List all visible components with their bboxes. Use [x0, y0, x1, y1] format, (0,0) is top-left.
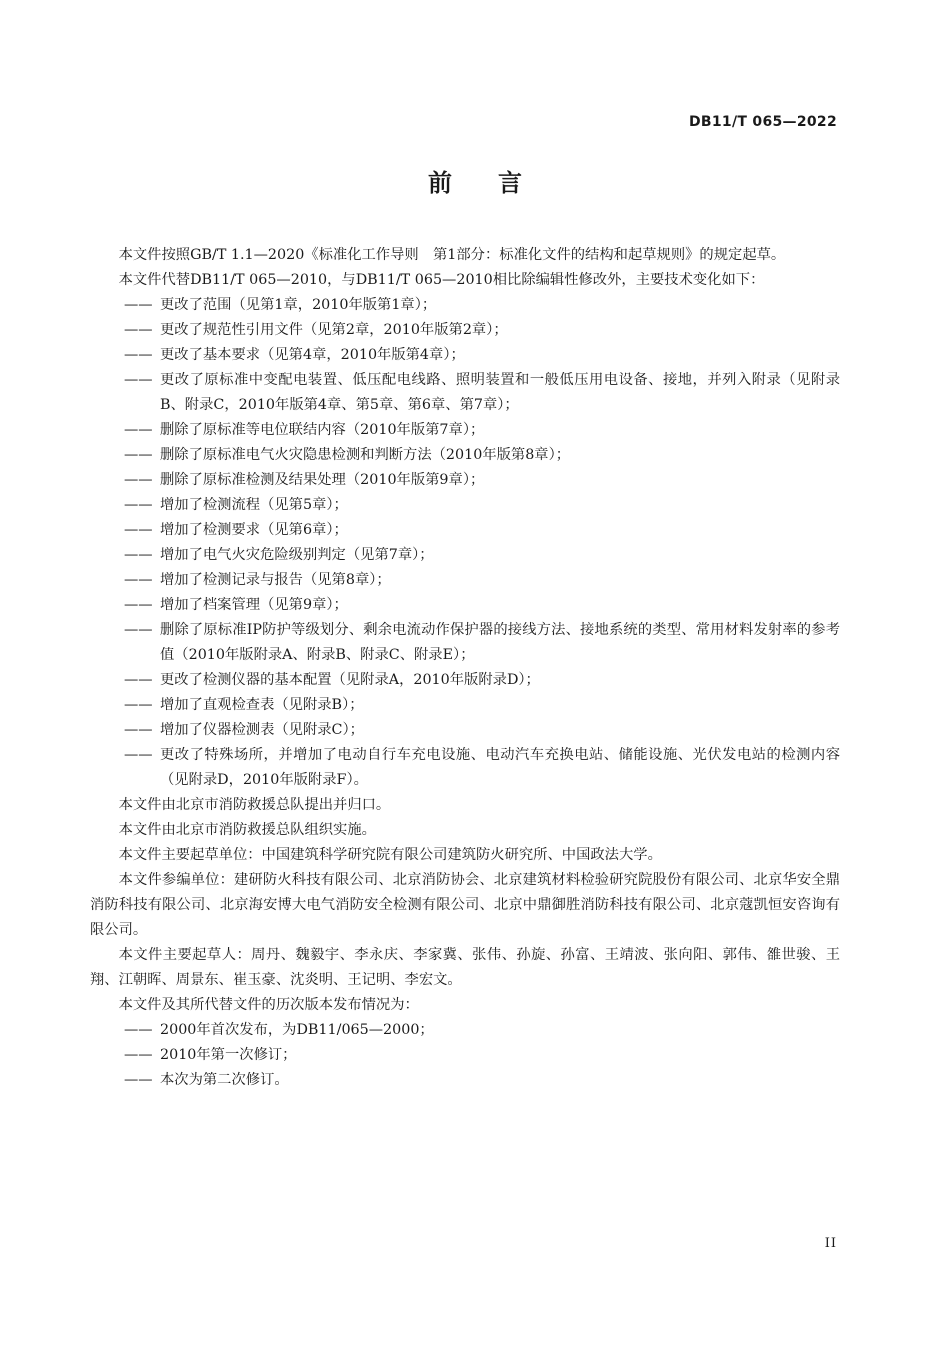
- dash-mark: ——: [124, 622, 153, 638]
- change-item: [90, 543, 840, 568]
- dash-mark: ——: [124, 472, 153, 488]
- dash-mark: ——: [124, 347, 153, 363]
- change-item: [90, 468, 840, 493]
- change-item-text: 更改了特殊场所，并增加了电动自行车充电设施、电动汽车充换电站、储能设施、光伏发电站的检测内容（见附录D，2010年版附录F）。: [160, 747, 840, 788]
- paragraph-drafting-basis: 本文件按照GB/T 1.1—2020《标准化工作导则 第1部分：标准化文件的结构和起草规则》的规定起草。: [118, 247, 786, 263]
- change-item-text: 增加了检测流程（见第5章）；: [160, 497, 348, 513]
- change-item: [90, 368, 840, 418]
- dash-mark: ——: [124, 747, 153, 763]
- change-item-text: 增加了检测记录与报告（见第8章）；: [160, 572, 391, 588]
- dash-mark: ——: [124, 497, 153, 513]
- change-item: [90, 668, 840, 693]
- dash-mark: ——: [124, 447, 153, 463]
- dash-mark: ——: [124, 672, 153, 688]
- document-body: [90, 243, 840, 1093]
- paragraph-main-drafting-units: 本文件主要起草单位：中国建筑科学研究院有限公司建筑防火研究所、中国政法大学。: [118, 847, 662, 863]
- dash-mark: ——: [124, 597, 153, 613]
- dash-mark: ——: [124, 297, 153, 313]
- change-item-text: 增加了电气火灾危险级别判定（见第7章）；: [160, 547, 434, 563]
- paragraph-version-history: 本文件及其所代替文件的历次版本发布情况为：: [118, 997, 419, 1013]
- paragraph-implementer: 本文件由北京市消防救援总队组织实施。: [118, 822, 376, 838]
- change-item-text: 更改了检测仪器的基本配置（见附录A，2010年版附录D）；: [160, 672, 540, 688]
- dash-mark: ——: [124, 322, 153, 338]
- change-item: [90, 568, 840, 593]
- change-item: [90, 743, 840, 793]
- paragraph-main-drafters: 本文件主要起草人：周丹、魏毅宇、李永庆、李家冀、张伟、孙旋、孙富、王靖波、张向阳、郭伟、雒世骏、王翔、江朝晖、周景东、崔玉豪、沈炎明、王记明、李宏文。: [90, 947, 840, 988]
- document-code: DB11/T 065—2022: [689, 114, 837, 130]
- paragraph-proposer: 本文件由北京市消防救援总队提出并归口。: [118, 797, 391, 813]
- change-item-text: 更改了范围（见第1章，2010年版第1章）；: [160, 297, 437, 313]
- dash-mark: ——: [124, 572, 153, 588]
- change-item: [90, 443, 840, 468]
- change-item: [90, 518, 840, 543]
- dash-mark: ——: [124, 422, 153, 438]
- change-item: [90, 718, 840, 743]
- history-item: [90, 1043, 840, 1068]
- history-item-text: 本次为第二次修订。: [160, 1072, 289, 1088]
- change-item: [90, 618, 840, 668]
- change-item-text: 增加了仪器检测表（见附录C）；: [160, 722, 364, 738]
- dash-mark: ——: [124, 372, 153, 388]
- dash-mark: ——: [124, 722, 153, 738]
- change-item-text: 删除了原标准电气火灾隐患检测和判断方法（2010年版第8章）；: [160, 447, 571, 463]
- change-item: [90, 318, 840, 343]
- dash-mark: ——: [124, 522, 153, 538]
- history-item: [90, 1018, 840, 1043]
- history-item-text: 2000年首次发布，为DB11/065—2000；: [160, 1022, 434, 1038]
- change-item-text: 增加了档案管理（见第9章）；: [160, 597, 348, 613]
- dash-mark: ——: [124, 1022, 153, 1038]
- dash-mark: ——: [124, 697, 153, 713]
- history-item-text: 2010年第一次修订；: [160, 1047, 297, 1063]
- change-item-text: 更改了原标准中变配电装置、低压配电线路、照明装置和一般低压用电设备、接地，并列入附录（见附录B、附录C，2010年版第4章、第5章、第6章、第7章）；: [160, 372, 840, 413]
- change-item-text: 更改了基本要求（见第4章，2010年版第4章）；: [160, 347, 465, 363]
- paragraph-participating-units: 本文件参编单位：建研防火科技有限公司、北京消防协会、北京建筑材料检验研究院股份有限公司、北京华安全鼎消防科技有限公司、北京海安博大电气消防安全检测有限公司、北京中鼎御胜消防科技有限公司、北京蔻凯恒安咨询有限公司。: [90, 872, 840, 938]
- change-item: [90, 593, 840, 618]
- dash-mark: ——: [124, 1072, 153, 1088]
- dash-mark: ——: [124, 1047, 153, 1063]
- dash-mark: ——: [124, 547, 153, 563]
- change-item-text: 增加了直观检查表（见附录B）；: [160, 697, 364, 713]
- change-item: [90, 293, 840, 318]
- page-number: II: [824, 1236, 837, 1251]
- paragraph-replacement: 本文件代替DB11/T 065—2010，与DB11/T 065—2010相比除编辑性修改外，主要技术变化如下：: [118, 272, 765, 288]
- change-item-text: 删除了原标准IP防护等级划分、剩余电流动作保护器的接线方法、接地系统的类型、常用材料发射率的参考值（2010年版附录A、附录B、附录C、附录E）；: [160, 622, 840, 663]
- change-item: [90, 693, 840, 718]
- change-item-text: 增加了检测要求（见第6章）；: [160, 522, 348, 538]
- change-item: [90, 418, 840, 443]
- change-item: [90, 343, 840, 368]
- change-item: [90, 493, 840, 518]
- history-item: [90, 1068, 840, 1093]
- change-item-text: 删除了原标准等电位联结内容（2010年版第7章）；: [160, 422, 485, 438]
- page-title: 前言: [428, 169, 568, 197]
- change-item-text: 删除了原标准检测及结果处理（2010年版第9章）；: [160, 472, 485, 488]
- change-item-text: 更改了规范性引用文件（见第2章，2010年版第2章）；: [160, 322, 508, 338]
